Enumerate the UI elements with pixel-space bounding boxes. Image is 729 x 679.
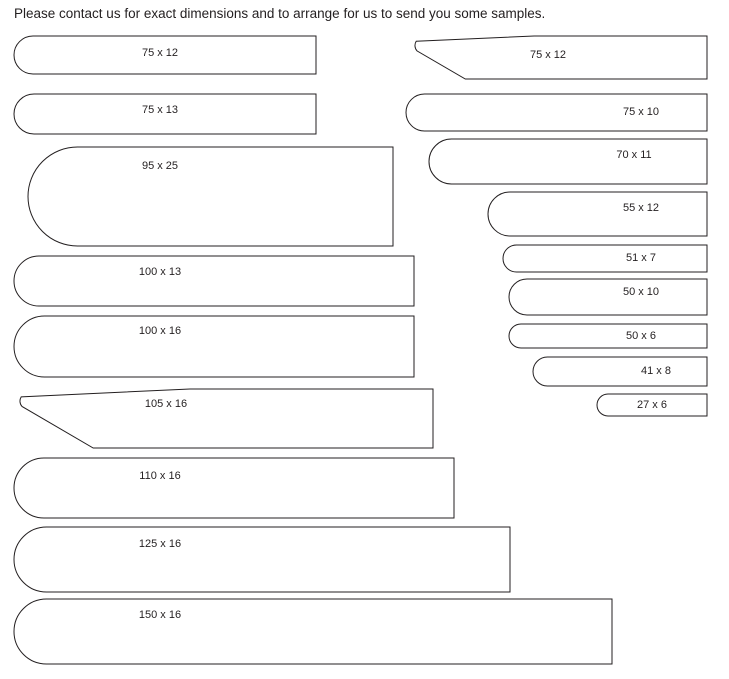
profile-shape	[14, 458, 454, 518]
profile-dimension-label: 51 x 7	[626, 252, 656, 264]
profile-shape	[533, 357, 707, 386]
profile-shape	[509, 279, 707, 315]
profile-shape	[503, 245, 707, 272]
profile-shape	[488, 192, 707, 236]
profile-dimension-label: 55 x 12	[622, 202, 660, 214]
profile-dimension-label: 110 x 16	[139, 470, 181, 482]
profile-dimension-label: 27 x 6	[637, 399, 667, 411]
profile-dimension-label: 75 x 10	[622, 106, 660, 118]
profile-shape	[406, 94, 707, 131]
profile-shape	[509, 324, 707, 348]
intro-text: Please contact us for exact dimensions and to arrange for us to send you some samples.	[14, 6, 546, 21]
profile-dimension-label: 100 x 16	[138, 325, 182, 337]
profile-shape	[14, 316, 414, 377]
profile-shape	[14, 527, 510, 592]
profile-dimension-label: 105 x 16	[144, 398, 188, 410]
profile-dimension-label: 125 x 16	[138, 538, 182, 550]
profile-shape	[14, 389, 433, 448]
profile-dimension-label: 75 x 12	[529, 49, 567, 61]
profile-dimension-label: 75 x 12	[141, 47, 179, 59]
profile-shape	[429, 139, 707, 184]
profile-dimension-label: 95 x 25	[141, 160, 179, 172]
profile-shape	[14, 599, 612, 664]
profile-dimension-label: 150 x 16	[138, 609, 182, 621]
profile-shape	[14, 256, 414, 306]
profile-dimension-label: 100 x 13	[138, 266, 182, 278]
profile-dimension-label: 70 x 11	[616, 149, 652, 161]
profile-dimension-label: 75 x 13	[141, 104, 179, 116]
profile-dimension-label: 41 x 8	[641, 365, 671, 377]
profile-dimension-label: 50 x 10	[622, 286, 660, 298]
profile-dimension-label: 50 x 6	[626, 330, 656, 342]
profile-shape	[28, 147, 393, 246]
